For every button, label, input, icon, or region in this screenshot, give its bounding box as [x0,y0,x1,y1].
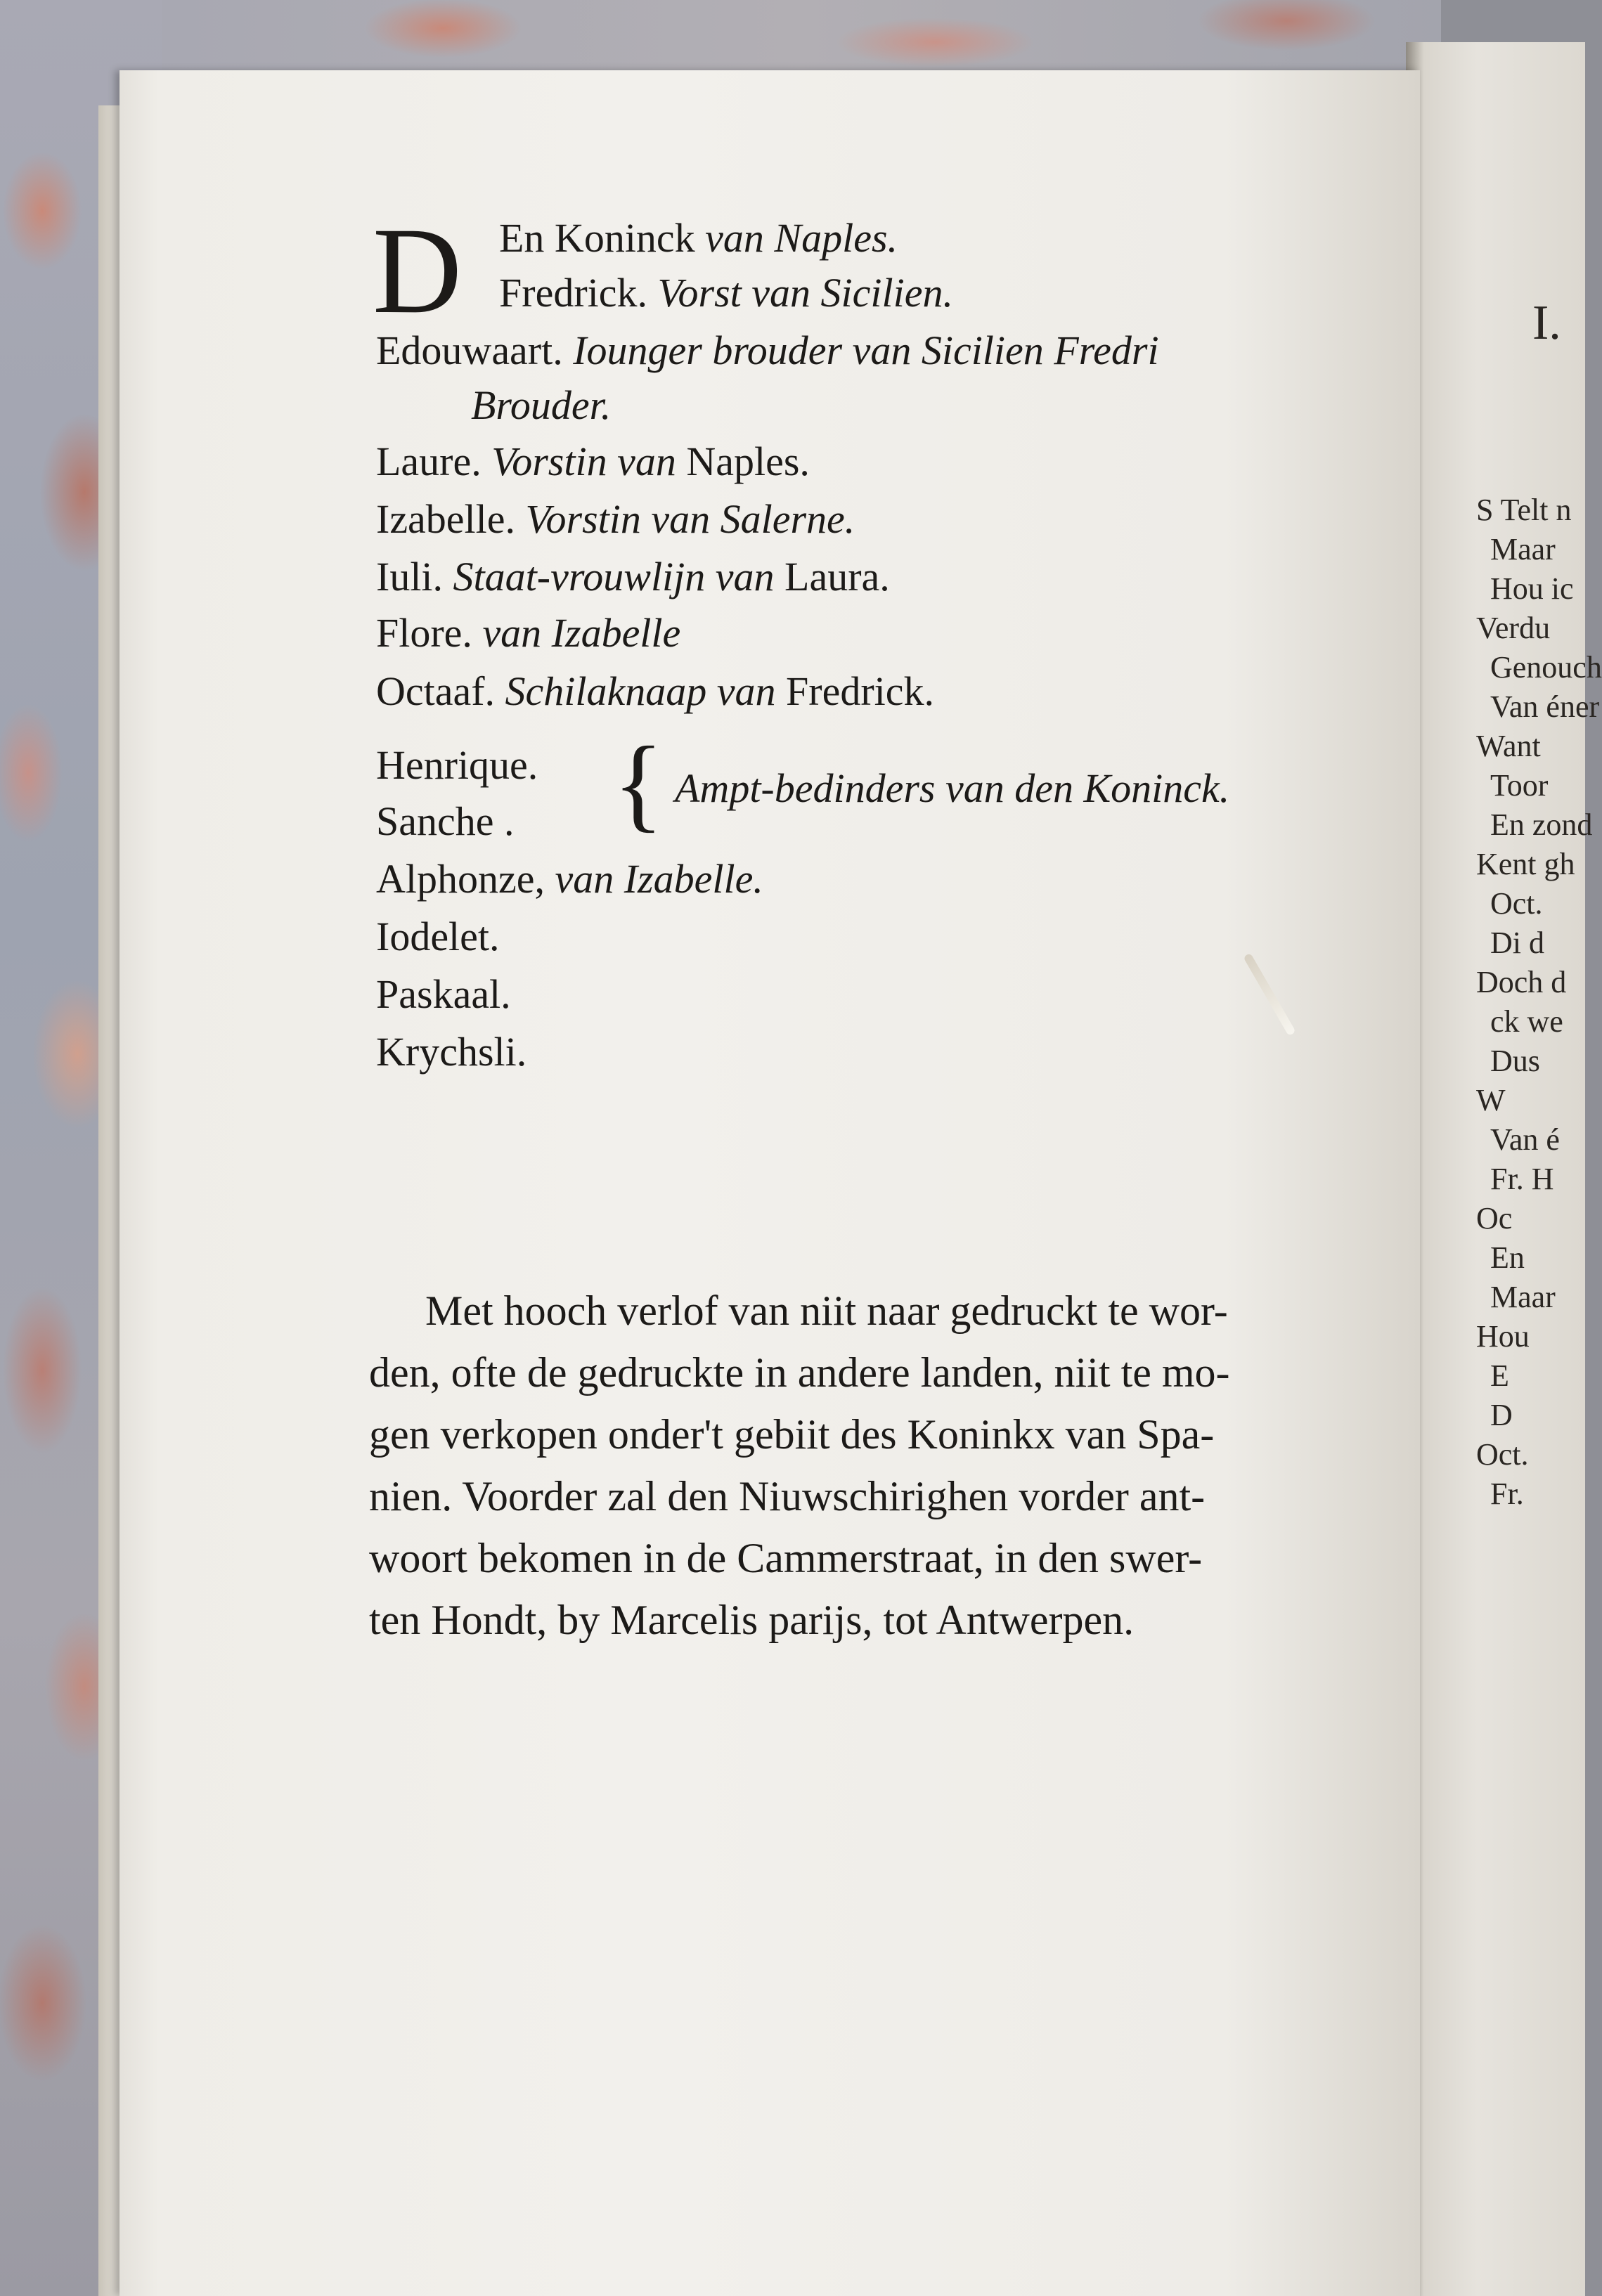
facing-page-line: Maar [1490,1280,1556,1314]
privilege-line: ten Hondt, by Marcelis parijs, tot Antwerpen. [369,1597,1135,1643]
cast-name: Sanche . [376,798,515,844]
cast-role-place: Laura. [784,554,890,599]
facing-page-line: Hou [1476,1319,1530,1354]
cast-name: Iodelet. [376,914,500,959]
facing-page-line: Dus [1490,1044,1540,1078]
cast-role: Iounger brouder van Sicilien Fredri [562,327,1159,373]
facing-page-line: E [1490,1358,1509,1393]
facing-page-line: Toor [1490,768,1549,803]
cast-entry [376,610,681,656]
facing-page-line: Oc [1476,1201,1513,1235]
cast-entry [376,1029,527,1075]
facing-page-line: D [1490,1398,1513,1432]
facing-page-line: Fr. [1490,1477,1524,1511]
brace-symbol: { [613,725,664,842]
cast-entry [376,441,810,482]
facing-page-line: En zond [1490,808,1593,842]
facing-page-line: Di d [1490,926,1544,960]
cast-name: Alphonze, [376,856,545,902]
cast-entry [376,554,890,599]
facing-page-line: Verdu [1476,611,1551,645]
cast-role-place: Fredrick. [786,668,935,714]
cast-entry [376,856,763,902]
cast-role: van Naples. [695,215,898,261]
cast-role: Vorst van Sicilien. [647,270,953,316]
facing-page-line: Oct. [1490,886,1543,921]
facing-page-line: Oct. [1476,1437,1529,1472]
privilege-line: Met hooch verlof van niit naar gedruckt te wor- [425,1288,1228,1334]
cast-role: Staat-vrouwlijn van [443,554,785,599]
facing-page-line: Fr. H [1490,1162,1554,1196]
cast-name: Henrique. [376,742,538,788]
cast-name: Flore. [376,610,472,656]
cast-name: Paskaal. [376,971,511,1017]
cast-role: van Izabelle. [545,856,763,902]
facing-page-line: Hou ic [1490,571,1574,606]
facing-page-line: ck we [1490,1004,1563,1039]
cast-name: Octaaf. [376,668,496,714]
cast-name: Laure. [376,439,482,484]
cast-entry [376,668,935,714]
cast-role: Schilaknaap van [495,668,787,714]
privilege-line: nien. Voorder zal den Niuwschirighen vorder ant- [369,1473,1206,1519]
facing-page-line: W [1476,1083,1506,1117]
cast-name: Krychsli. [376,1029,527,1075]
book-page [119,70,1420,2296]
cast-role-place: Naples. [686,439,810,484]
facing-page-line: S Telt n [1476,493,1572,527]
facing-page-line: Kent gh [1476,847,1575,881]
cast-name: Izabelle. [376,496,516,542]
cast-entry [376,798,515,844]
facing-page-line: Van é [1490,1122,1560,1157]
cast-role-continued: Brouder. [471,382,612,428]
cast-name: Fredrick. [499,270,647,316]
cast-entry [499,270,953,316]
facing-page-line: En [1490,1240,1525,1275]
privilege-line: woort bekomen in de Cammerstraat, in den swer- [369,1535,1203,1581]
cast-name: Edouwaart. [376,327,563,373]
brace-label: Ampt-bedinders van den Koninck. [675,765,1230,811]
cast-entry [499,215,898,261]
privilege-line: den, ofte de gedruckte in andere landen, niit te mo- [369,1349,1230,1396]
cast-entry [376,916,500,957]
cast-name: Iuli. [376,554,444,599]
cast-role: Vorstin van [481,439,687,484]
cast-entry [376,971,511,1017]
cast-role: van Izabelle [472,610,681,656]
privilege-line: gen verkopen onder't gebiit des Koninkx van Spa- [369,1411,1215,1458]
facing-page-line: Doch d [1476,965,1567,999]
facing-page-line: Maar [1490,532,1556,566]
facing-page-line: Genouch [1490,650,1602,685]
facing-page-line: Van éner [1490,689,1600,724]
cast-role: Vorstin van Salerne. [515,496,855,542]
facing-page-line: Want [1476,729,1541,763]
cast-entry [376,742,538,788]
cast-entry [376,496,855,542]
cast-name: En Koninck [499,215,695,261]
cast-entry [376,327,1159,373]
facing-page-heading: I. [1532,296,1561,350]
drop-cap: D [373,202,463,339]
